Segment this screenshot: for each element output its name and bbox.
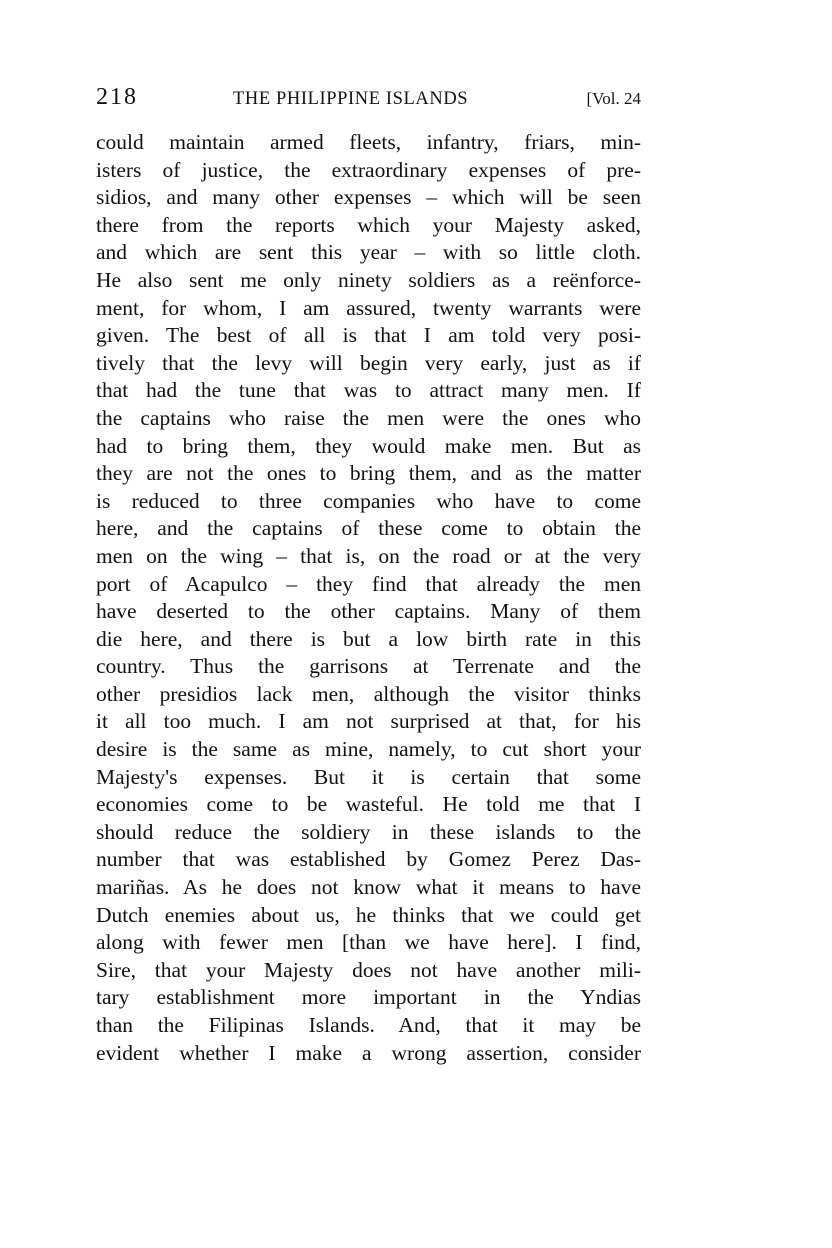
text-line: have deserted to the other captains. Many of them <box>96 599 641 624</box>
book-title: THE PHILIPPINE ISLANDS <box>233 89 469 109</box>
text-line: could maintain armed fleets, infantry, friars, min- <box>96 130 641 154</box>
text-line: number that was established by Gomez Perez Das- <box>96 847 641 872</box>
text-line: isters of justice, the extraordinary expenses of pre- <box>96 157 641 182</box>
text-line: country. Thus the garrisons at Terrenate and the <box>96 654 641 679</box>
text-line: should reduce the soldiery in these islands to the <box>96 819 641 844</box>
text-line: it all too much. I am not surprised at that, for his <box>96 709 641 734</box>
text-line: and which are sent this year – with so little cloth. <box>96 240 641 265</box>
text-line: the captains who raise the men were the ones who <box>96 405 641 430</box>
text-line: tary establishment more important in the Yndias <box>96 985 641 1010</box>
text-line: given. The best of all is that I am told very posi- <box>96 323 641 348</box>
volume-label: [Vol. 24 <box>586 89 641 108</box>
text-line: other presidios lack men, although the visitor thinks <box>96 681 641 706</box>
text-line: that had the tune that was to attract many men. If <box>96 378 641 403</box>
running-header <box>96 84 641 114</box>
text-line: had to bring them, they would make men. But as <box>96 433 641 458</box>
text-line: Dutch enemies about us, he thinks that we could get <box>96 902 641 927</box>
text-line: here, and the captains of these come to obtain the <box>96 516 641 541</box>
text-line: port of Acapulco – they find that already the men <box>96 571 641 596</box>
text-line: economies come to be wasteful. He told me that I <box>96 792 641 817</box>
text-line: desire is the same as mine, namely, to cut short your <box>96 737 641 762</box>
text-line: men on the wing – that is, on the road or at the very <box>96 543 641 568</box>
text-line: sidios, and many other expenses – which will be seen <box>96 185 641 210</box>
page-number: 218 <box>96 84 138 110</box>
text-line: evident whether I make a wrong assertion, consider <box>96 1040 641 1065</box>
text-line: ment, for whom, I am assured, twenty warrants were <box>96 295 641 320</box>
text-line: along with fewer men [than we have here]. I find, <box>96 930 641 955</box>
text-line: tively that the levy will begin very early, just as if <box>96 350 641 375</box>
text-line: die here, and there is but a low birth rate in this <box>96 626 641 651</box>
text-line: mariñas. As he does not know what it means to have <box>96 875 641 900</box>
text-line: they are not the ones to bring them, and as the matter <box>96 461 641 486</box>
text-line: is reduced to three companies who have to come <box>96 488 641 513</box>
text-line: He also sent me only ninety soldiers as a reënforce- <box>96 267 641 292</box>
text-line: Majesty's expenses. But it is certain that some <box>96 764 641 789</box>
body-text <box>96 129 641 1067</box>
text-line: Sire, that your Majesty does not have another mili- <box>96 957 641 982</box>
text-line: than the Filipinas Islands. And, that it may be <box>96 1013 641 1037</box>
text-line: there from the reports which your Majesty asked, <box>96 212 641 237</box>
